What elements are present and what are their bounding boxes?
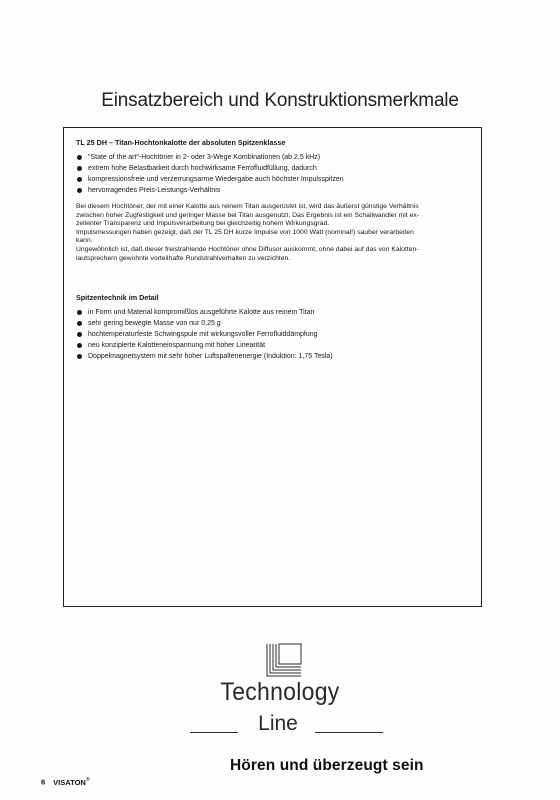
detail-list [76, 307, 469, 362]
paragraph-line: zellenter Transparenz und Impulsverarbeitung bei gleichzeitig hohem Wirkungsgrad. [76, 220, 330, 228]
bullet-icon [77, 166, 82, 171]
slogan: Hören und überzeugt sein [230, 757, 424, 774]
bullet-icon [77, 188, 82, 193]
registered-mark: ® [85, 777, 90, 783]
list-item: kompressionsfreie und verzerrungsarme Wiedergabe auch höchster Impulsspitzen [76, 174, 469, 185]
bullet-icon [77, 332, 82, 337]
footer [41, 777, 90, 787]
logo-word-technology: Technology [220, 678, 340, 706]
logo-mark-icon [265, 642, 303, 678]
content-box [63, 127, 482, 607]
logo-rule-right [315, 732, 383, 733]
brand-name: VISATON [53, 777, 86, 787]
bullet-icon [77, 177, 82, 182]
list-item: "State of the art"-Hochtöner in 2- oder 3-Wege Kombinationen (ab 2,5 kHz) [76, 152, 469, 163]
section-heading-product: TL 25 DH – Titan-Hochtonkalotte der absoluten Spitzenklasse [76, 138, 286, 147]
feature-list [76, 152, 469, 196]
list-item: extrem hohe Belastbarkeit durch hochwirksame Ferrofluidfüllung, dadurch [76, 163, 469, 174]
description-paragraph [76, 203, 469, 263]
bullet-icon [77, 354, 82, 359]
bullet-icon [77, 343, 82, 348]
paragraph-line: Ungewöhnlich ist, daß dieser freistrahlende Hochtöner ohne Diffusor auskommt, ohne dabei auf das von Kalotten- [76, 245, 419, 253]
list-item: hochtemperaturfeste Schwingspule mit wirkungsvoller Ferrofluiddämpfung [76, 329, 469, 340]
list-item: sehr gering bewegte Masse von nur 0,25 g [76, 318, 469, 329]
logo-line-row [0, 712, 560, 736]
page-number: 6 [41, 777, 46, 787]
list-item: in Form und Material kompromißlos ausgeführte Kalotte aus reinem Titan [76, 307, 469, 318]
list-item: Doppelmagnetsystem mit sehr hoher Luftspaltenenergie (Induktion: 1,75 Tesla) [76, 351, 469, 362]
logo-rule-left [190, 732, 238, 733]
detail-section [76, 293, 469, 362]
list-item: hervorragendes Preis-Leistungs-Verhältnis [76, 185, 469, 196]
paragraph-line: Bei diesem Hochtöner, der mit einer Kalotte aus reinem Titan ausgerüstet ist, wird das äußerst günstige Verhältnis [76, 203, 419, 210]
section-heading-detail: Spitzentechnik im Detail [76, 293, 159, 303]
paragraph-line: kann. [76, 237, 93, 245]
paragraph-line: lautsprechern gewohnte vorteilhafte Rundstrahlverhalten zu verzichten. [76, 254, 291, 262]
paragraph-line: zwischen hoher Zugfestigkeit und geringer Masse bei Titan ausgenutzt. Das Ergebnis ist ein Schallwandler mit ex- [76, 211, 420, 219]
list-item: neu konzipierte Kalotteneinspannung mit hoher Linearität [76, 340, 469, 351]
bullet-icon [77, 155, 82, 160]
bullet-icon [77, 321, 82, 326]
page-title: Einsatzbereich und Konstruktionsmerkmale [101, 90, 459, 111]
logo-word-line: Line [258, 712, 298, 735]
bullet-icon [77, 310, 82, 315]
paragraph-line: Impulsmessungen haben gezeigt, daß der TL 25 DH kurze Impulse von 1000 Watt (nominal!) sauber verarbeiten [76, 228, 414, 236]
